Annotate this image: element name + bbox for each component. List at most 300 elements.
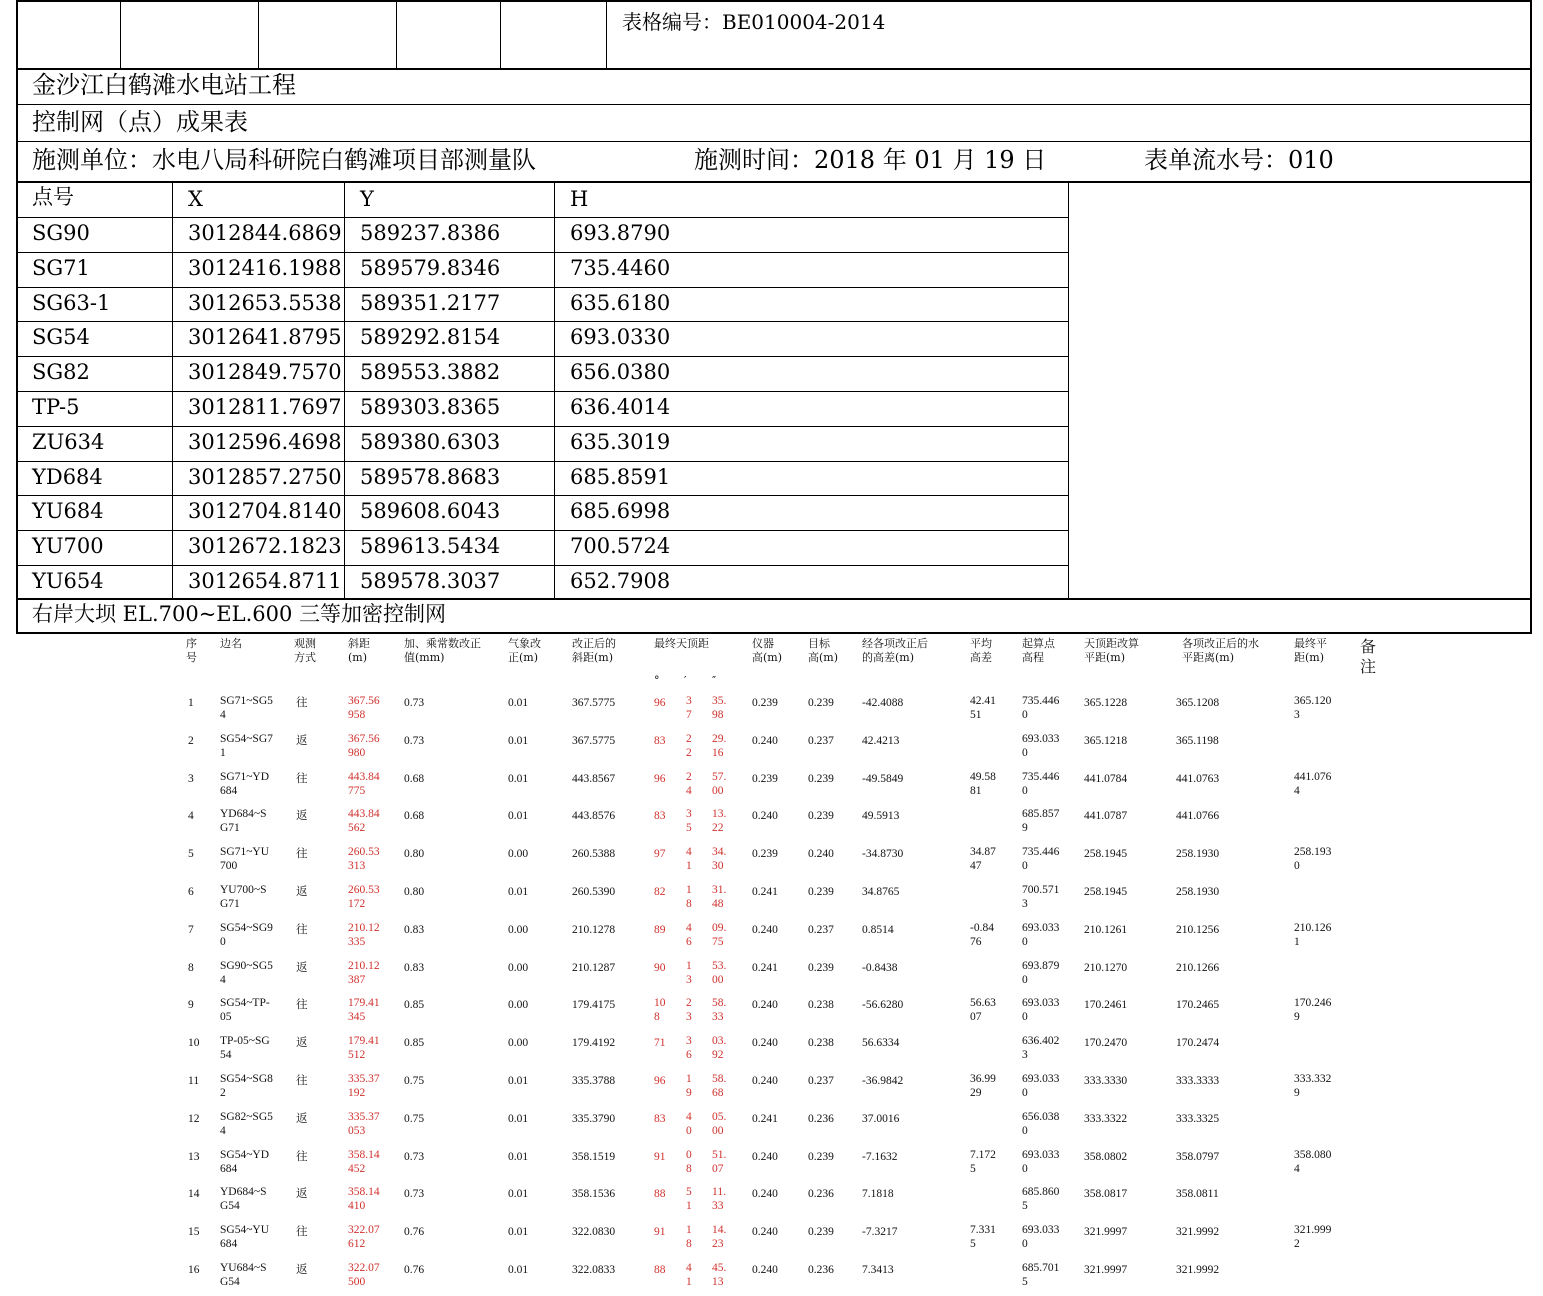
meas-cell-line: 4 [1294, 1163, 1300, 1175]
meas-cell-edge [220, 883, 266, 911]
row-divider [16, 565, 1069, 566]
meas-cell-line: 700 [220, 860, 238, 872]
meas-cell-zd: 170.2461 [1084, 999, 1128, 1011]
meas-cell-line: 31. [712, 884, 727, 896]
meas-cell-mode: 返 [296, 1037, 308, 1049]
meas-cell-edge [220, 1110, 273, 1138]
meas-cell-edge [220, 1223, 269, 1251]
meas-cell-edge [220, 921, 273, 949]
meas-cell-line: 5 [1022, 1276, 1028, 1288]
meas-cell-mode: 返 [296, 1264, 308, 1276]
coord-x-value: 3012654.8711 [188, 569, 342, 593]
meas-cell-hd: 258.1930 [1176, 886, 1220, 898]
meas-cell-sec [712, 1034, 726, 1062]
meas-cell-line: 5 [686, 822, 692, 834]
meas-cell-fin [1294, 845, 1331, 873]
meas-cell-start [1022, 1148, 1059, 1176]
coord-point-id: YU700 [32, 534, 104, 558]
meas-cell-hd: 210.1256 [1176, 924, 1220, 936]
meas-cell-sec [712, 996, 726, 1024]
meas-cell-hd: 258.1930 [1176, 848, 1220, 860]
serial-number: 表单流水号：010 [1144, 146, 1334, 174]
meas-cell-line: 00 [712, 1125, 724, 1137]
meas-header-line: 斜距 [348, 637, 370, 650]
meas-cell-line: 92 [712, 1049, 724, 1061]
meas-cell-th: 0.239 [808, 962, 834, 974]
coord-y-value: 589553.3882 [360, 360, 501, 384]
meas-header-seq [186, 637, 197, 665]
coord-h-value: 693.0330 [570, 325, 671, 349]
meas-header-line: 天顶距改算 [1084, 637, 1139, 650]
meas-cell-no: 1 [188, 697, 194, 709]
coord-y-value: 589292.8154 [360, 325, 501, 349]
meas-cell-line: SG71~YD [220, 771, 270, 783]
measurement-table [180, 634, 1380, 1296]
meas-cell-edge [220, 996, 270, 1024]
meas-cell-line: 500 [348, 1276, 366, 1288]
coord-x-value: 3012596.4698 [188, 430, 342, 454]
coord-point-id: YD684 [32, 465, 103, 489]
meas-header-line: 经各项改正后 [862, 637, 928, 650]
meas-cell-dh: 7.1818 [862, 1188, 894, 1200]
meas-cell-line: SG71~YU [220, 846, 270, 858]
meas-cell-th: 0.236 [808, 1113, 834, 1125]
meas-cell-dh: -0.8438 [862, 962, 898, 974]
meas-cell-ih: 0.240 [752, 1151, 778, 1163]
meas-cell-no: 7 [188, 924, 194, 936]
meas-cell-line: 4 [220, 709, 226, 721]
meas-header-line: 序 [186, 637, 197, 650]
meas-cell-line: 3 [1022, 1049, 1028, 1061]
meas-cell-k: 0.73 [404, 1151, 425, 1163]
meas-cell-line: 4 [220, 1125, 226, 1137]
meas-cell-line: 33 [712, 1011, 724, 1023]
coord-x-value: 3012704.8140 [188, 499, 342, 523]
meas-cell-line: 0 [1022, 1238, 1028, 1250]
meas-cell-th: 0.239 [808, 773, 834, 785]
meas-cell-slope [348, 1072, 380, 1100]
meas-cell-line: 4 [686, 846, 692, 858]
coord-h-value: 700.5724 [570, 534, 671, 558]
meas-cell-line: 7.331 [970, 1224, 996, 1236]
meas-cell-fin [1294, 996, 1331, 1024]
meas-cell-line: 07 [970, 1011, 982, 1023]
meas-cell-hd: 170.2474 [1176, 1037, 1220, 1049]
meas-cell-sec [712, 694, 726, 722]
meas-cell-ih: 0.240 [752, 1037, 778, 1049]
meas-header-const-corr [404, 637, 481, 665]
meas-cell-min [686, 1185, 692, 1213]
meas-cell-start [1022, 1072, 1059, 1100]
meas-cell-th: 0.239 [808, 1226, 834, 1238]
meas-cell-th: 0.239 [808, 810, 834, 822]
meas-cell-start [1022, 1261, 1059, 1289]
meas-cell-line: SG54~YD [220, 1149, 270, 1161]
meas-cell-line: SG54~YU [220, 1224, 270, 1236]
meas-header-line: 斜距(m) [572, 651, 614, 664]
meas-cell-line: 693.879 [1022, 960, 1060, 972]
meas-cell-line: 58. [712, 1073, 727, 1085]
meas-cell-line: 56.63 [970, 997, 996, 1009]
meas-cell-line: 636.402 [1022, 1035, 1060, 1047]
meas-cell-line: 42.41 [970, 695, 996, 707]
meas-cell-line: 345 [348, 1011, 366, 1023]
coord-x-value: 3012811.7697 [188, 395, 342, 419]
meas-cell-line: 1 [686, 1276, 692, 1288]
meas-cell-zd: 210.1261 [1084, 924, 1128, 936]
meas-cell-start [1022, 1034, 1059, 1062]
meas-cell-sec [712, 1110, 726, 1138]
meas-cell-line: 9 [1294, 1011, 1300, 1023]
meas-cell-zd: 170.2470 [1084, 1037, 1128, 1049]
meas-cell-line: 693.033 [1022, 1073, 1060, 1085]
meas-header-line: 平距离(m) [1182, 651, 1235, 664]
meas-cell-ih: 0.239 [752, 697, 778, 709]
meas-cell-line: G71 [220, 822, 240, 834]
coord-header-x: X [188, 187, 203, 211]
coord-y-value: 589578.3037 [360, 569, 501, 593]
meas-cell-deg: 88 [654, 1264, 666, 1276]
meas-cell-line: 0 [1022, 1163, 1028, 1175]
meas-cell-th: 0.237 [808, 1075, 834, 1087]
meas-cell-cslope: 367.5775 [572, 735, 616, 747]
meas-cell-line: 1 [220, 747, 226, 759]
meas-cell-fin [1294, 921, 1331, 949]
meas-cell-th: 0.240 [808, 848, 834, 860]
meas-cell-line: 53. [712, 960, 727, 972]
meas-cell-line: 5 [970, 1238, 976, 1250]
meas-cell-deg: 89 [654, 924, 666, 936]
meas-cell-slope [348, 770, 380, 798]
meas-cell-line: 4 [686, 922, 692, 934]
coord-header-h: H [570, 187, 589, 211]
meas-cell-k: 0.80 [404, 848, 425, 860]
meas-cell-slope [348, 996, 380, 1024]
meas-cell-line: 5 [686, 1186, 692, 1198]
meas-cell-met: 0.01 [508, 697, 529, 709]
meas-header-line: 最终天顶距 [654, 637, 709, 650]
meas-cell-mode: 返 [296, 1113, 308, 1125]
meas-header-line: 高(m) [808, 651, 839, 664]
network-name: 右岸大坝 EL.700~EL.600 三等加密控制网 [32, 602, 447, 626]
meas-cell-line: 54 [220, 1049, 232, 1061]
meas-cell-line: 49.58 [970, 771, 996, 783]
meas-cell-avg [970, 1148, 996, 1176]
meas-header-targ-h [808, 637, 838, 665]
meas-cell-line: 34. [712, 846, 727, 858]
meas-cell-slope [348, 732, 380, 760]
meas-header-line: 改正后的 [572, 637, 616, 650]
coord-h-value: 735.4460 [570, 256, 671, 280]
meas-cell-dh: -7.3217 [862, 1226, 898, 1238]
meas-cell-met: 0.00 [508, 848, 529, 860]
coord-x-value: 3012849.7570 [188, 360, 342, 384]
meas-cell-line: 735.446 [1022, 771, 1060, 783]
meas-cell-hd: 365.1208 [1176, 697, 1220, 709]
meas-cell-line: 7 [686, 709, 692, 721]
meas-cell-ih: 0.240 [752, 999, 778, 1011]
meas-cell-line: 1 [686, 1224, 692, 1236]
meas-cell-line: 410 [348, 1200, 366, 1212]
row-divider [16, 391, 1069, 392]
meas-cell-line: 321.999 [1294, 1224, 1332, 1236]
meas-cell-met: 0.01 [508, 1151, 529, 1163]
meas-cell-fin [1294, 1223, 1331, 1251]
meas-cell-zd: 365.1228 [1084, 697, 1128, 709]
meas-cell-met: 0.01 [508, 1264, 529, 1276]
meas-cell-line: 4 [686, 1262, 692, 1274]
coord-point-id: SG82 [32, 360, 90, 384]
meas-cell-line: 14. [712, 1224, 727, 1236]
meas-cell-line: 358.14 [348, 1186, 380, 1198]
meas-header-line: 气象改 [508, 637, 541, 650]
meas-cell-line: 053 [348, 1125, 366, 1137]
meas-cell-line: 335.37 [348, 1111, 380, 1123]
meas-cell-line: 258.193 [1294, 846, 1332, 858]
meas-cell-zd: 441.0787 [1084, 810, 1128, 822]
row-divider [16, 426, 1069, 427]
coord-x-value: 3012641.8795 [188, 325, 342, 349]
meas-cell-dh: -42.4088 [862, 697, 904, 709]
meas-cell-sec [712, 1261, 726, 1289]
meas-cell-line: 0 [1022, 709, 1028, 721]
meas-cell-line: 684 [220, 1238, 238, 1250]
meas-cell-edge [220, 959, 273, 987]
meas-cell-line: SG54~SG7 [220, 733, 273, 745]
meas-cell-line: 260.53 [348, 884, 380, 896]
meas-cell-sec [712, 921, 726, 949]
coord-point-id: SG63-1 [32, 291, 111, 315]
meas-cell-zd: 258.1945 [1084, 886, 1128, 898]
meas-cell-no: 9 [188, 999, 194, 1011]
meas-cell-mode: 往 [296, 1151, 308, 1163]
meas-cell-cslope: 322.0833 [572, 1264, 616, 1276]
meas-cell-dh: -34.8730 [862, 848, 904, 860]
meas-cell-line: 179.41 [348, 997, 380, 1009]
meas-cell-no: 4 [188, 810, 194, 822]
meas-cell-line: 6 [686, 1049, 692, 1061]
meas-cell-line: 7.172 [970, 1149, 996, 1161]
meas-cell-line: 260.53 [348, 846, 380, 858]
meas-cell-min [686, 845, 692, 873]
meas-cell-avg [970, 1223, 996, 1251]
meas-cell-deg: 83 [654, 1113, 666, 1125]
meas-cell-min [686, 732, 692, 760]
meas-cell-line: 3 [686, 1035, 692, 1047]
meas-cell-deg: 83 [654, 735, 666, 747]
meas-cell-no: 14 [188, 1188, 200, 1200]
meas-cell-hd: 358.0811 [1176, 1188, 1219, 1200]
meas-cell-deg: 96 [654, 697, 666, 709]
meas-cell-line: 22 [712, 822, 724, 834]
meas-cell-line: 8 [686, 898, 692, 910]
meas-cell-line: 4 [686, 785, 692, 797]
meas-cell-k: 0.73 [404, 697, 425, 709]
meas-cell-line: 5 [1022, 1200, 1028, 1212]
meas-cell-edge [220, 1034, 270, 1062]
meas-cell-line: 36.99 [970, 1073, 996, 1085]
meas-cell-no: 5 [188, 848, 194, 860]
meas-cell-line: 57. [712, 771, 727, 783]
meas-cell-line: SG54~SG8 [220, 1073, 273, 1085]
meas-cell-line: 33 [712, 1200, 724, 1212]
meas-cell-edge [220, 694, 273, 722]
meas-cell-line: 179.41 [348, 1035, 380, 1047]
meas-cell-mode: 返 [296, 1188, 308, 1200]
meas-cell-deg: 82 [654, 886, 666, 898]
meas-cell-line: 2 [1294, 1238, 1300, 1250]
meas-cell-line: 34.87 [970, 846, 996, 858]
meas-cell-sec [712, 883, 726, 911]
meas-cell-th: 0.236 [808, 1188, 834, 1200]
meas-cell-cslope: 443.8567 [572, 773, 616, 785]
meas-cell-line: 333.332 [1294, 1073, 1332, 1085]
meas-cell-line: 11. [712, 1186, 726, 1198]
meas-cell-line: 29 [970, 1087, 982, 1099]
meas-cell-line: SG90~SG5 [220, 960, 273, 972]
meas-cell-min [686, 1110, 692, 1138]
meas-cell-th: 0.239 [808, 1151, 834, 1163]
meas-cell-dh: 34.8765 [862, 886, 900, 898]
meas-cell-start [1022, 694, 1059, 722]
meas-cell-k: 0.76 [404, 1226, 425, 1238]
meas-cell-mode: 往 [296, 848, 308, 860]
meas-cell-slope [348, 845, 380, 873]
meas-cell-line: G71 [220, 898, 240, 910]
coord-point-id: TP-5 [32, 395, 80, 419]
meas-cell-line: 1 [686, 960, 692, 972]
meas-cell-k: 0.85 [404, 999, 425, 1011]
meas-cell-cslope: 322.0830 [572, 1226, 616, 1238]
meas-cell-line: 2 [220, 1087, 226, 1099]
meas-cell-edge [220, 732, 273, 760]
meas-cell-line: 685.701 [1022, 1262, 1060, 1274]
meas-header-height-diff [862, 637, 928, 665]
meas-cell-line: 4 [686, 1111, 692, 1123]
coord-h-value: 652.7908 [570, 569, 671, 593]
meas-cell-min [686, 959, 692, 987]
meas-cell-line: 51 [970, 709, 982, 721]
meas-cell-line: 9 [686, 1087, 692, 1099]
meas-cell-start [1022, 1223, 1059, 1251]
meas-cell-line: 685.860 [1022, 1186, 1060, 1198]
coord-h-value: 656.0380 [570, 360, 671, 384]
coord-h-value: 635.6180 [570, 291, 671, 315]
coord-header-point: 点号 [32, 185, 74, 209]
meas-cell-zd: 258.1945 [1084, 848, 1128, 860]
meas-cell-ih: 0.240 [752, 1226, 778, 1238]
meas-cell-th: 0.239 [808, 886, 834, 898]
meas-cell-min [686, 1034, 692, 1062]
meas-cell-sec [712, 807, 726, 835]
meas-cell-slope [348, 1110, 380, 1138]
meas-cell-line: 00 [712, 974, 724, 986]
meas-cell-line: 0 [1022, 785, 1028, 797]
meas-cell-line: 09. [712, 922, 727, 934]
row-divider [16, 321, 1069, 322]
meas-cell-cslope: 367.5775 [572, 697, 616, 709]
meas-cell-line: 00 [712, 785, 724, 797]
meas-header-line: 正(m) [508, 651, 539, 664]
meas-cell-line: 0 [1022, 860, 1028, 872]
meas-cell-k: 0.80 [404, 886, 425, 898]
meas-header-line: 边名 [220, 637, 242, 650]
meas-cell-mode: 返 [296, 810, 308, 822]
meas-cell-line: 700.571 [1022, 884, 1060, 896]
meas-cell-cslope: 179.4175 [572, 999, 616, 1011]
meas-cell-ih: 0.240 [752, 1264, 778, 1276]
meas-cell-ih: 0.240 [752, 1188, 778, 1200]
coord-h-value: 636.4014 [570, 395, 671, 419]
meas-cell-min [686, 921, 692, 949]
meas-header-corr-hdist [1182, 637, 1259, 665]
meas-cell-hd: 321.9992 [1176, 1264, 1220, 1276]
meas-cell-line: 612 [348, 1238, 366, 1250]
meas-cell-line: 210.126 [1294, 922, 1332, 934]
meas-cell-avg [970, 845, 996, 873]
meas-cell-line: 30 [712, 860, 724, 872]
meas-cell-line: 358.080 [1294, 1149, 1332, 1161]
meas-cell-line: 441.076 [1294, 771, 1332, 783]
meas-cell-line: 387 [348, 974, 366, 986]
meas-cell-line: 365.120 [1294, 695, 1332, 707]
meas-cell-th: 0.236 [808, 1264, 834, 1276]
meas-cell-hd: 365.1198 [1176, 735, 1219, 747]
meas-cell-line: 2 [686, 747, 692, 759]
meas-cell-met: 0.01 [508, 1113, 529, 1125]
coord-point-id: YU654 [32, 569, 104, 593]
meas-cell-line: 367.56 [348, 733, 380, 745]
meas-cell-line: G54 [220, 1276, 240, 1288]
meas-cell-sec [712, 732, 726, 760]
meas-cell-line: 452 [348, 1163, 366, 1175]
meas-cell-line: 23 [712, 1238, 724, 1250]
meas-header-line: 号 [186, 651, 197, 664]
meas-header-line: 高程 [1022, 651, 1044, 664]
meas-cell-line: 76 [970, 936, 982, 948]
meas-cell-deg: 10 8 [654, 997, 666, 1023]
meas-cell-edge [220, 1148, 269, 1176]
meas-cell-line: 313 [348, 860, 366, 872]
meas-cell-min [686, 770, 692, 798]
meas-cell-met: 0.01 [508, 1075, 529, 1087]
meas-cell-line: 0 [1022, 974, 1028, 986]
meas-cell-cslope: 335.3790 [572, 1113, 616, 1125]
meas-cell-start [1022, 807, 1059, 835]
meas-header-line: 高差 [970, 651, 992, 664]
meas-cell-line: 1 [1294, 936, 1300, 948]
meas-header-line: 观测 [294, 637, 316, 650]
meas-cell-hd: 321.9992 [1176, 1226, 1220, 1238]
row-divider [16, 461, 1069, 462]
meas-cell-deg: 71 [654, 1037, 666, 1049]
meas-cell-dh: 56.6334 [862, 1037, 900, 1049]
meas-cell-line: 958 [348, 709, 366, 721]
coord-y-value: 589579.8346 [360, 256, 501, 280]
meas-header-zenith-hdist [1084, 637, 1139, 665]
meas-cell-line: 4 [1294, 785, 1300, 797]
meas-cell-cslope: 179.4192 [572, 1037, 616, 1049]
meas-cell-line: 48 [712, 898, 724, 910]
meas-header-remark [1360, 637, 1376, 677]
meas-cell-edge [220, 1185, 266, 1213]
coord-y-value: 589608.6043 [360, 499, 501, 523]
meas-cell-line: 684 [220, 1163, 238, 1175]
meas-cell-line: 322.07 [348, 1224, 380, 1236]
meas-cell-line: 1 [686, 884, 692, 896]
coord-y-value: 589237.8386 [360, 221, 501, 245]
meas-cell-line: 0 [1022, 747, 1028, 759]
